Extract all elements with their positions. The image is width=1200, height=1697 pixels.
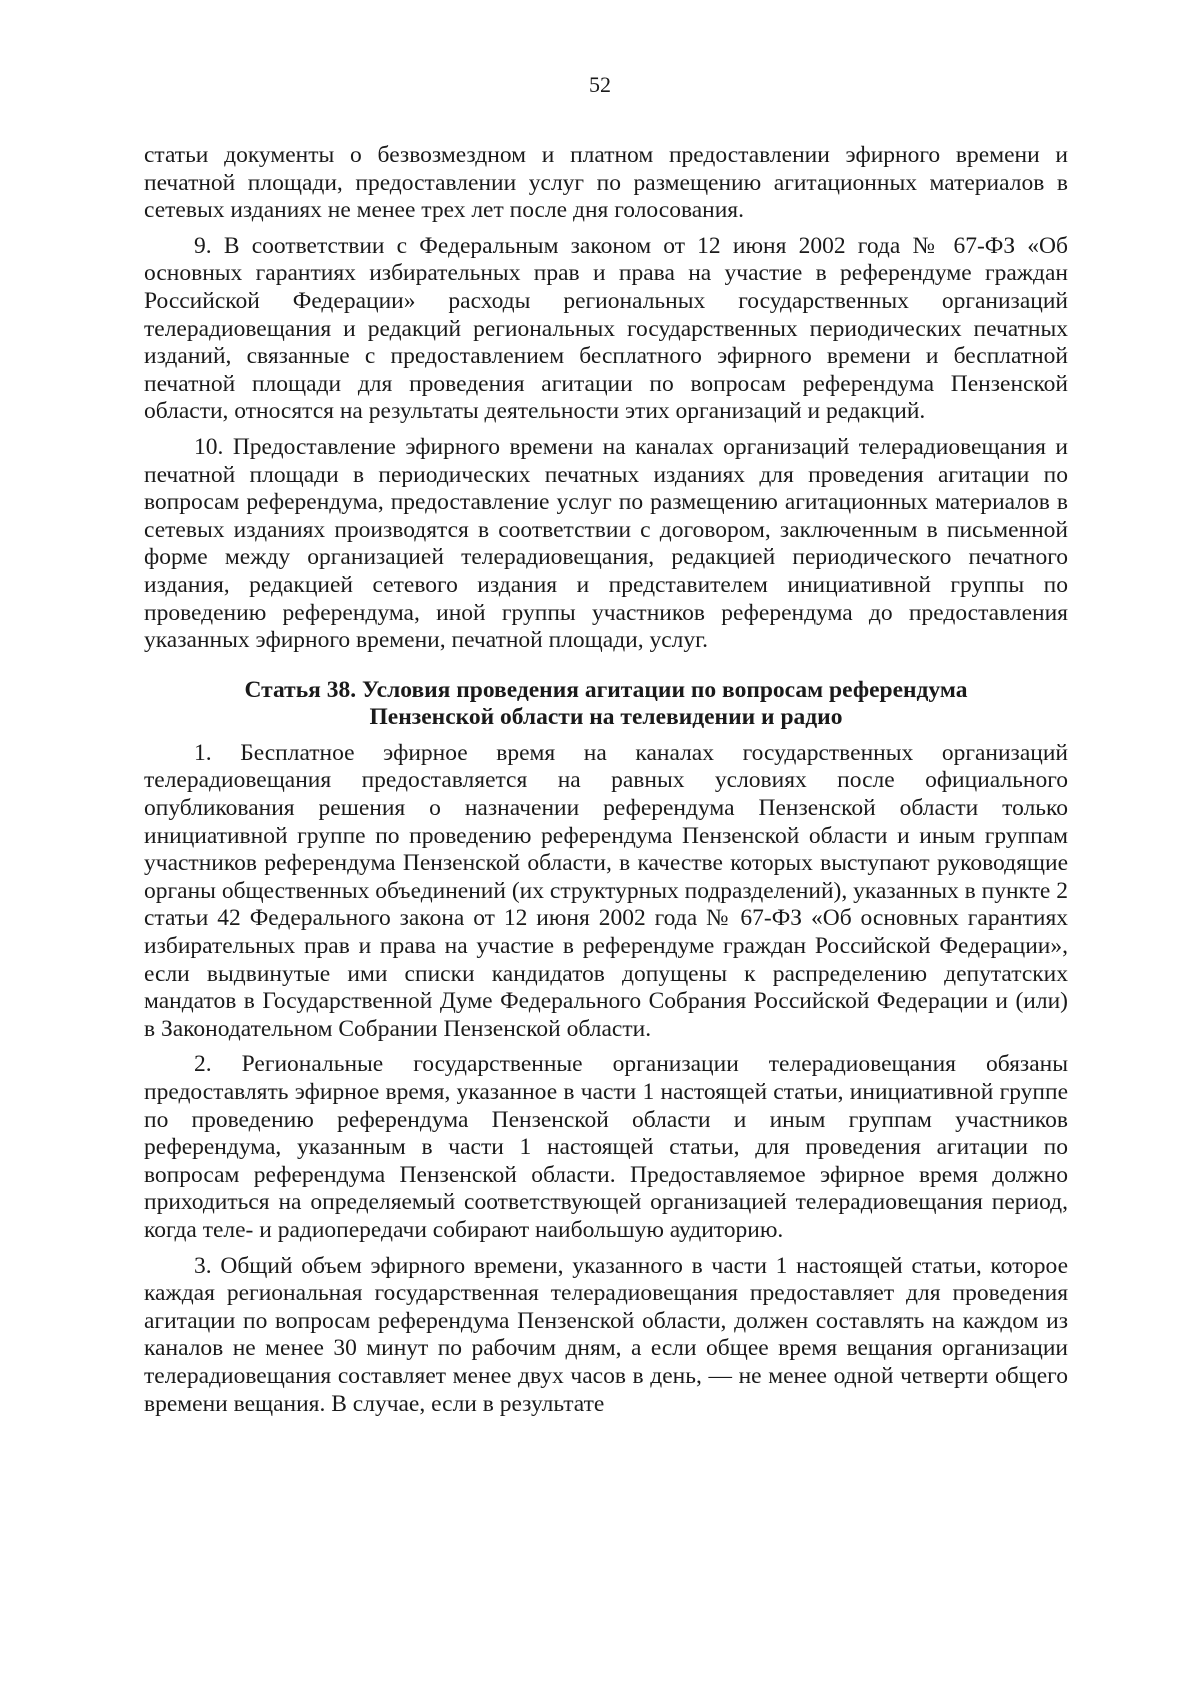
paragraph-part-1: 1. Бесплатное эфирное время на каналах государственных организаций телерадиовещания предоставляется на равных условиях после официального опубликования решения о назначении референдума Пензенской области только инициативной группе по проведению референдума Пензенской области и иным группам участников референдума Пензенской области, в качестве которых выступают руководящие органы общественных объединений (их структурных подразделений), указанных в пункте 2 статьи 42 Федерального закона от 12 июня 2002 года № 67-ФЗ «Об основных гарантиях избирательных прав и права на участие в референдуме граждан Российской Федерации», если выдвинутые ими списки кандидатов допущены к распределению депутатских мандатов в Государственной Думе Федерального Собрания Российской Федерации и (или) в Законодательном Собрании Пензенской области. <box>144 739 1068 1042</box>
article-heading <box>144 677 1068 732</box>
paragraph-part-3: 3. Общий объем эфирного времени, указанного в части 1 настоящей статьи, которое каждая региональная государственная телерадиовещания предоставляет для проведения агитации по вопросам референдума Пензенской области, должен составлять на каждом из каналов не менее 30 минут по рабочим дням, а если общее время вещания организации телерадиовещания составляет менее двух часов в день, — не менее одной четверти общего времени вещания. В случае, если в результате <box>144 1252 1068 1417</box>
paragraph-item-9: 9. В соответствии с Федеральным законом от 12 июня 2002 года № 67-ФЗ «Об основных гарантиях избирательных прав и права на участие в референдуме граждан Российской Федерации» расходы региональных государственных организаций телерадиовещания и редакций региональных государственных периодических печатных изданий, связанные с предоставлением бесплатного эфирного времени и бесплатной печатной площади для проведения агитации по вопросам референдума Пензенской области, относятся на результаты деятельности этих организаций и редакций. <box>144 232 1068 425</box>
paragraph-continuation: статьи документы о безвозмездном и платном предоставлении эфирного времени и печатной площади, предоставлении услуг по размещению агитационных материалов в сетевых изданиях не менее трех лет после дня голосования. <box>144 142 1068 224</box>
document-body <box>144 142 1068 1426</box>
paragraph-part-2: 2. Региональные государственные организации телерадиовещания обязаны предоставлять эфирное время, указанное в части 1 настоящей статьи, инициативной группе по проведению референдума Пензенской области и иным группам участников референдума, указанным в части 1 настоящей статьи, для проведения агитации по вопросам референдума Пензенской области. Предоставляемое эфирное время должно приходиться на определяемый соответствующей организацией телерадиовещания период, когда теле- и радиопередачи собирают наибольшую аудиторию. <box>144 1051 1068 1243</box>
paragraph-item-10: 10. Предоставление эфирного времени на каналах организаций телерадиовещания и печатной площади в периодических печатных изданиях для проведения агитации по вопросам референдума, предоставление услуг по размещению агитационных материалов в сетевых изданиях производятся в соответствии с договором, заключенным в письменной форме между организацией телерадиовещания, редакцией периодического печатного издания, редакцией сетевого издания и представителем инициативной группы по проведению референдума, иной группы участников референдума до предоставления указанных эфирного времени, печатной площади, услуг. <box>144 433 1068 654</box>
page-number: 52 <box>589 72 611 97</box>
article-heading-line-1: Статья 38. Условия проведения агитации по вопросам референдума <box>244 676 968 703</box>
article-heading-line-2: Пензенской области на телевидении и радио <box>369 704 843 731</box>
